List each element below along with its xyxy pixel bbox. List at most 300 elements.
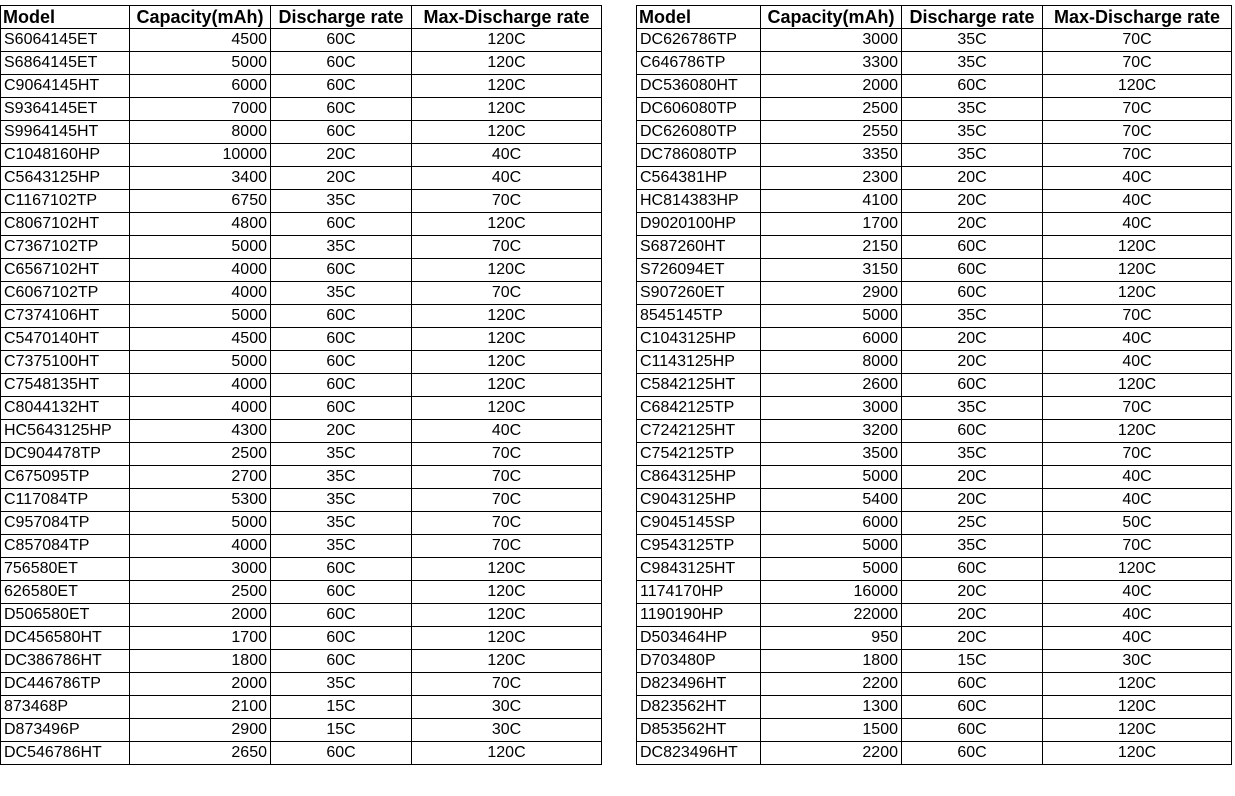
capacity-cell: 3350 [761, 144, 902, 167]
model-cell: C1043125HP [637, 328, 761, 351]
max-discharge-rate-cell: 120C [412, 259, 602, 282]
discharge-rate-cell: 20C [902, 167, 1043, 190]
max-discharge-rate-cell: 40C [1043, 466, 1232, 489]
table-row [637, 604, 1232, 627]
table-row [1, 351, 602, 374]
model-cell: C675095TP [1, 466, 130, 489]
model-cell: DC626080TP [637, 121, 761, 144]
model-cell: C8643125HP [637, 466, 761, 489]
discharge-rate-cell: 60C [902, 282, 1043, 305]
header-row [1, 6, 602, 29]
capacity-cell: 4000 [130, 535, 271, 558]
model-cell: C9045145SP [637, 512, 761, 535]
discharge-rate-cell: 35C [902, 29, 1043, 52]
discharge-rate-cell: 60C [271, 305, 412, 328]
model-cell: C7367102TP [1, 236, 130, 259]
capacity-cell: 3000 [761, 397, 902, 420]
table-row [637, 673, 1232, 696]
capacity-cell: 8000 [761, 351, 902, 374]
table-row [1, 489, 602, 512]
discharge-rate-cell: 35C [271, 535, 412, 558]
discharge-rate-cell: 60C [271, 213, 412, 236]
discharge-rate-cell: 60C [902, 673, 1043, 696]
table-row [1, 374, 602, 397]
capacity-cell: 5000 [761, 305, 902, 328]
capacity-cell: 2500 [761, 98, 902, 121]
discharge-rate-cell: 35C [902, 397, 1043, 420]
max-discharge-rate-cell: 120C [1043, 558, 1232, 581]
max-discharge-rate-cell: 40C [412, 420, 602, 443]
model-cell: 1190190HP [637, 604, 761, 627]
table-row [1, 236, 602, 259]
max-discharge-rate-cell: 120C [1043, 259, 1232, 282]
discharge-rate-cell: 60C [271, 374, 412, 397]
model-cell: D9020100HP [637, 213, 761, 236]
max-discharge-rate-cell: 120C [412, 604, 602, 627]
capacity-cell: 2100 [130, 696, 271, 719]
table-row [637, 581, 1232, 604]
table-row [1, 305, 602, 328]
discharge-rate-cell: 25C [902, 512, 1043, 535]
discharge-rate-cell: 60C [902, 259, 1043, 282]
max-discharge-rate-cell: 40C [1043, 167, 1232, 190]
discharge-rate-cell: 60C [902, 75, 1043, 98]
max-discharge-rate-cell: 70C [1043, 443, 1232, 466]
max-discharge-rate-cell: 40C [1043, 581, 1232, 604]
header-discharge-rate: Discharge rate [271, 6, 412, 29]
discharge-rate-cell: 60C [271, 397, 412, 420]
table-row [1, 167, 602, 190]
max-discharge-rate-cell: 120C [412, 397, 602, 420]
model-cell: C7375100HT [1, 351, 130, 374]
max-discharge-rate-cell: 70C [1043, 397, 1232, 420]
capacity-cell: 5000 [130, 351, 271, 374]
battery-table-left [0, 5, 602, 765]
table-row [637, 98, 1232, 121]
discharge-rate-cell: 60C [271, 98, 412, 121]
table-row [1, 742, 602, 765]
discharge-rate-cell: 35C [902, 305, 1043, 328]
table-row [1, 604, 602, 627]
max-discharge-rate-cell: 120C [1043, 420, 1232, 443]
model-cell: D503464HP [637, 627, 761, 650]
table-row [1, 121, 602, 144]
table-row [637, 282, 1232, 305]
discharge-rate-cell: 35C [902, 443, 1043, 466]
model-cell: S9364145ET [1, 98, 130, 121]
capacity-cell: 6000 [130, 75, 271, 98]
discharge-rate-cell: 35C [902, 535, 1043, 558]
max-discharge-rate-cell: 120C [412, 52, 602, 75]
capacity-cell: 5000 [761, 466, 902, 489]
capacity-cell: 1800 [130, 650, 271, 673]
max-discharge-rate-cell: 70C [1043, 121, 1232, 144]
table-row [637, 351, 1232, 374]
max-discharge-rate-cell: 40C [1043, 489, 1232, 512]
capacity-cell: 2200 [761, 742, 902, 765]
max-discharge-rate-cell: 120C [412, 650, 602, 673]
table-row [637, 627, 1232, 650]
header-model: Model [637, 6, 761, 29]
max-discharge-rate-cell: 70C [412, 443, 602, 466]
model-cell: C7548135HT [1, 374, 130, 397]
max-discharge-rate-cell: 70C [1043, 305, 1232, 328]
max-discharge-rate-cell: 120C [412, 742, 602, 765]
max-discharge-rate-cell: 120C [412, 374, 602, 397]
discharge-rate-cell: 60C [271, 604, 412, 627]
discharge-rate-cell: 20C [271, 144, 412, 167]
discharge-rate-cell: 60C [271, 558, 412, 581]
discharge-rate-cell: 15C [271, 719, 412, 742]
table-row [637, 742, 1232, 765]
model-cell: DC786080TP [637, 144, 761, 167]
model-cell: C9843125HT [637, 558, 761, 581]
discharge-rate-cell: 20C [271, 420, 412, 443]
max-discharge-rate-cell: 40C [1043, 190, 1232, 213]
max-discharge-rate-cell: 30C [1043, 650, 1232, 673]
model-cell: 8545145TP [637, 305, 761, 328]
discharge-rate-cell: 20C [902, 604, 1043, 627]
discharge-rate-cell: 60C [902, 420, 1043, 443]
table-row [637, 236, 1232, 259]
header-row [637, 6, 1232, 29]
capacity-cell: 5300 [130, 489, 271, 512]
model-cell: S6864145ET [1, 52, 130, 75]
table-row [1, 673, 602, 696]
model-cell: DC456580HT [1, 627, 130, 650]
capacity-cell: 2150 [761, 236, 902, 259]
max-discharge-rate-cell: 70C [412, 512, 602, 535]
capacity-cell: 3150 [761, 259, 902, 282]
table-row [637, 75, 1232, 98]
model-cell: C117084TP [1, 489, 130, 512]
discharge-rate-cell: 35C [902, 121, 1043, 144]
table-row [637, 420, 1232, 443]
capacity-cell: 2550 [761, 121, 902, 144]
discharge-rate-cell: 20C [902, 351, 1043, 374]
model-cell: C6067102TP [1, 282, 130, 305]
discharge-rate-cell: 35C [902, 52, 1043, 75]
discharge-rate-cell: 20C [902, 190, 1043, 213]
max-discharge-rate-cell: 120C [412, 351, 602, 374]
capacity-cell: 6750 [130, 190, 271, 213]
discharge-rate-cell: 35C [271, 443, 412, 466]
capacity-cell: 2600 [761, 374, 902, 397]
capacity-cell: 4500 [130, 328, 271, 351]
model-cell: S907260ET [637, 282, 761, 305]
table-row [637, 328, 1232, 351]
capacity-cell: 2900 [761, 282, 902, 305]
capacity-cell: 3000 [130, 558, 271, 581]
table-row [1, 650, 602, 673]
discharge-rate-cell: 20C [902, 466, 1043, 489]
capacity-cell: 5400 [761, 489, 902, 512]
max-discharge-rate-cell: 40C [1043, 351, 1232, 374]
model-cell: C9064145HT [1, 75, 130, 98]
table-row [637, 696, 1232, 719]
table-row [1, 397, 602, 420]
discharge-rate-cell: 20C [271, 167, 412, 190]
capacity-cell: 5000 [130, 52, 271, 75]
max-discharge-rate-cell: 120C [412, 75, 602, 98]
max-discharge-rate-cell: 120C [1043, 696, 1232, 719]
discharge-rate-cell: 60C [271, 29, 412, 52]
capacity-cell: 1300 [761, 696, 902, 719]
model-cell: C5470140HT [1, 328, 130, 351]
table-row [637, 535, 1232, 558]
capacity-cell: 10000 [130, 144, 271, 167]
capacity-cell: 3500 [761, 443, 902, 466]
discharge-rate-cell: 60C [902, 558, 1043, 581]
max-discharge-rate-cell: 40C [1043, 604, 1232, 627]
capacity-cell: 2200 [761, 673, 902, 696]
discharge-rate-cell: 60C [271, 581, 412, 604]
capacity-cell: 3000 [761, 29, 902, 52]
max-discharge-rate-cell: 70C [412, 489, 602, 512]
table-row [1, 259, 602, 282]
table-row [637, 489, 1232, 512]
model-cell: DC626786TP [637, 29, 761, 52]
max-discharge-rate-cell: 120C [412, 213, 602, 236]
model-cell: D703480P [637, 650, 761, 673]
model-cell: C5842125HT [637, 374, 761, 397]
table-row [637, 121, 1232, 144]
model-cell: C5643125HP [1, 167, 130, 190]
model-cell: D853562HT [637, 719, 761, 742]
capacity-cell: 2700 [130, 466, 271, 489]
max-discharge-rate-cell: 120C [412, 121, 602, 144]
capacity-cell: 1800 [761, 650, 902, 673]
table-row [1, 75, 602, 98]
capacity-cell: 2500 [130, 581, 271, 604]
discharge-rate-cell: 20C [902, 489, 1043, 512]
table-row [1, 52, 602, 75]
discharge-rate-cell: 35C [271, 466, 412, 489]
capacity-cell: 4000 [130, 282, 271, 305]
capacity-cell: 1700 [130, 627, 271, 650]
table-row [1, 213, 602, 236]
discharge-rate-cell: 35C [271, 282, 412, 305]
capacity-cell: 5000 [130, 305, 271, 328]
table-row [637, 305, 1232, 328]
model-cell: C8067102HT [1, 213, 130, 236]
table-row [1, 328, 602, 351]
max-discharge-rate-cell: 70C [412, 236, 602, 259]
max-discharge-rate-cell: 40C [1043, 328, 1232, 351]
max-discharge-rate-cell: 120C [1043, 742, 1232, 765]
model-cell: D506580ET [1, 604, 130, 627]
table-row [1, 535, 602, 558]
header-model: Model [1, 6, 130, 29]
model-cell: 873468P [1, 696, 130, 719]
discharge-rate-cell: 60C [902, 236, 1043, 259]
discharge-rate-cell: 60C [902, 719, 1043, 742]
capacity-cell: 5000 [130, 512, 271, 535]
max-discharge-rate-cell: 70C [1043, 29, 1232, 52]
table-row [1, 512, 602, 535]
model-cell: C6567102HT [1, 259, 130, 282]
discharge-rate-cell: 60C [271, 650, 412, 673]
table-row [637, 397, 1232, 420]
table-row [637, 259, 1232, 282]
table-row [1, 420, 602, 443]
table-row [1, 190, 602, 213]
model-cell: D823496HT [637, 673, 761, 696]
model-cell: S687260HT [637, 236, 761, 259]
table-row [637, 29, 1232, 52]
model-cell: C9543125TP [637, 535, 761, 558]
table-row [637, 443, 1232, 466]
capacity-cell: 4800 [130, 213, 271, 236]
capacity-cell: 4300 [130, 420, 271, 443]
model-cell: C9043125HP [637, 489, 761, 512]
model-cell: HC814383HP [637, 190, 761, 213]
table-row [1, 282, 602, 305]
capacity-cell: 2900 [130, 719, 271, 742]
capacity-cell: 1700 [761, 213, 902, 236]
model-cell: D823562HT [637, 696, 761, 719]
model-cell: C7542125TP [637, 443, 761, 466]
capacity-cell: 6000 [761, 512, 902, 535]
discharge-rate-cell: 15C [271, 696, 412, 719]
model-cell: C7374106HT [1, 305, 130, 328]
discharge-rate-cell: 60C [271, 259, 412, 282]
capacity-cell: 4000 [130, 259, 271, 282]
table-row [637, 650, 1232, 673]
model-cell: DC904478TP [1, 443, 130, 466]
max-discharge-rate-cell: 120C [1043, 719, 1232, 742]
discharge-rate-cell: 35C [271, 190, 412, 213]
battery-table-right [636, 5, 1232, 765]
max-discharge-rate-cell: 120C [412, 558, 602, 581]
table-row [1, 443, 602, 466]
table-row [637, 466, 1232, 489]
capacity-cell: 8000 [130, 121, 271, 144]
header-capacity: Capacity(mAh) [130, 6, 271, 29]
table-row [637, 374, 1232, 397]
header-discharge-rate: Discharge rate [902, 6, 1043, 29]
discharge-rate-cell: 20C [902, 328, 1043, 351]
discharge-rate-cell: 60C [271, 121, 412, 144]
model-cell: DC536080HT [637, 75, 761, 98]
table-row [637, 719, 1232, 742]
discharge-rate-cell: 60C [902, 696, 1043, 719]
model-cell: DC546786HT [1, 742, 130, 765]
capacity-cell: 2300 [761, 167, 902, 190]
table-row [1, 29, 602, 52]
max-discharge-rate-cell: 70C [412, 282, 602, 305]
model-cell: C646786TP [637, 52, 761, 75]
max-discharge-rate-cell: 70C [412, 535, 602, 558]
discharge-rate-cell: 60C [271, 328, 412, 351]
max-discharge-rate-cell: 40C [412, 167, 602, 190]
model-cell: S6064145ET [1, 29, 130, 52]
model-cell: C857084TP [1, 535, 130, 558]
max-discharge-rate-cell: 120C [412, 29, 602, 52]
table-row [637, 558, 1232, 581]
table-row [1, 144, 602, 167]
model-cell: 626580ET [1, 581, 130, 604]
model-cell: C7242125HT [637, 420, 761, 443]
capacity-cell: 5000 [761, 535, 902, 558]
capacity-cell: 3400 [130, 167, 271, 190]
max-discharge-rate-cell: 70C [1043, 52, 1232, 75]
max-discharge-rate-cell: 70C [412, 673, 602, 696]
table-row [1, 558, 602, 581]
discharge-rate-cell: 60C [271, 75, 412, 98]
max-discharge-rate-cell: 50C [1043, 512, 1232, 535]
model-cell: C1143125HP [637, 351, 761, 374]
discharge-rate-cell: 60C [271, 742, 412, 765]
discharge-rate-cell: 15C [902, 650, 1043, 673]
capacity-cell: 1500 [761, 719, 902, 742]
table-row [1, 627, 602, 650]
header-max-discharge-rate: Max-Discharge rate [412, 6, 602, 29]
max-discharge-rate-cell: 120C [412, 581, 602, 604]
capacity-cell: 2650 [130, 742, 271, 765]
discharge-rate-cell: 60C [902, 374, 1043, 397]
model-cell: DC386786HT [1, 650, 130, 673]
capacity-cell: 5000 [761, 558, 902, 581]
model-cell: 1174170HP [637, 581, 761, 604]
table-row [637, 167, 1232, 190]
capacity-cell: 3300 [761, 52, 902, 75]
table-row [1, 98, 602, 121]
capacity-cell: 4500 [130, 29, 271, 52]
model-cell: C564381HP [637, 167, 761, 190]
max-discharge-rate-cell: 40C [1043, 213, 1232, 236]
max-discharge-rate-cell: 30C [412, 719, 602, 742]
capacity-cell: 4000 [130, 397, 271, 420]
discharge-rate-cell: 60C [271, 351, 412, 374]
discharge-rate-cell: 60C [271, 627, 412, 650]
capacity-cell: 22000 [761, 604, 902, 627]
model-cell: C6842125TP [637, 397, 761, 420]
max-discharge-rate-cell: 70C [412, 190, 602, 213]
header-max-discharge-rate: Max-Discharge rate [1043, 6, 1232, 29]
max-discharge-rate-cell: 120C [412, 627, 602, 650]
model-cell: HC5643125HP [1, 420, 130, 443]
model-cell: DC823496HT [637, 742, 761, 765]
model-cell: 756580ET [1, 558, 130, 581]
max-discharge-rate-cell: 120C [1043, 75, 1232, 98]
discharge-rate-cell: 20C [902, 627, 1043, 650]
discharge-rate-cell: 35C [271, 512, 412, 535]
table-row [1, 696, 602, 719]
model-cell: S726094ET [637, 259, 761, 282]
header-capacity: Capacity(mAh) [761, 6, 902, 29]
model-cell: C1048160HP [1, 144, 130, 167]
max-discharge-rate-cell: 120C [412, 98, 602, 121]
max-discharge-rate-cell: 120C [1043, 282, 1232, 305]
max-discharge-rate-cell: 70C [1043, 535, 1232, 558]
max-discharge-rate-cell: 40C [412, 144, 602, 167]
max-discharge-rate-cell: 70C [412, 466, 602, 489]
max-discharge-rate-cell: 30C [412, 696, 602, 719]
discharge-rate-cell: 35C [271, 489, 412, 512]
model-cell: DC446786TP [1, 673, 130, 696]
capacity-cell: 2500 [130, 443, 271, 466]
discharge-rate-cell: 35C [902, 98, 1043, 121]
capacity-cell: 2000 [761, 75, 902, 98]
discharge-rate-cell: 35C [902, 144, 1043, 167]
discharge-rate-cell: 35C [271, 673, 412, 696]
max-discharge-rate-cell: 70C [1043, 98, 1232, 121]
capacity-cell: 4100 [761, 190, 902, 213]
capacity-cell: 3200 [761, 420, 902, 443]
capacity-cell: 4000 [130, 374, 271, 397]
max-discharge-rate-cell: 120C [1043, 673, 1232, 696]
